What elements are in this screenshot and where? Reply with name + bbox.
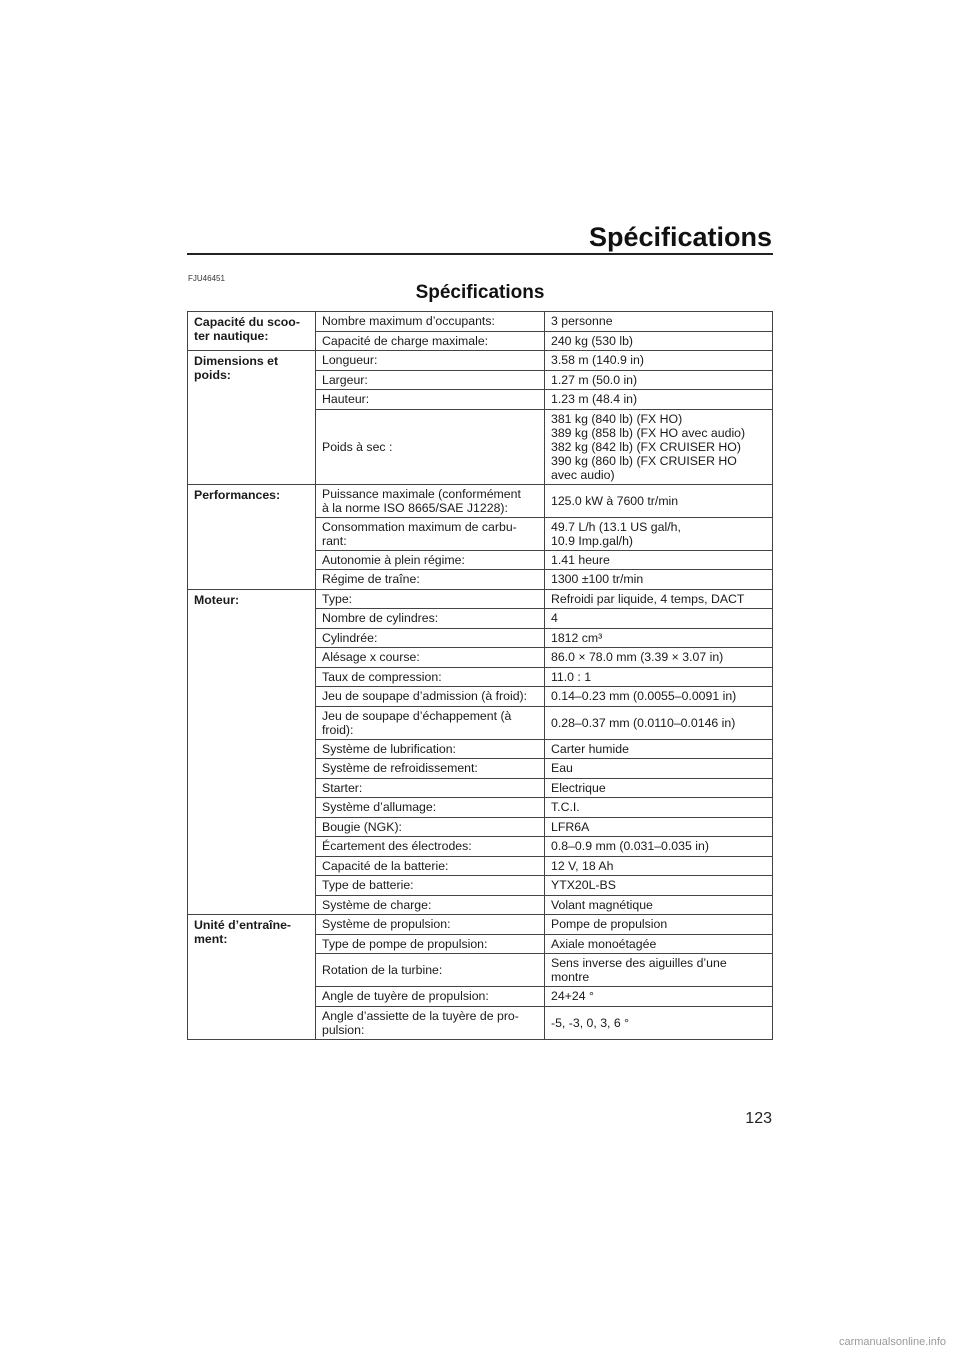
spec-label: Capacité de charge maximale: <box>316 331 545 351</box>
spec-value: 0.28–0.37 mm (0.0110–0.0146 in) <box>545 706 773 739</box>
watermark[interactable]: carmanualsonline.info <box>838 1336 946 1348</box>
section-code: FJU46451 <box>188 274 225 283</box>
page-number: 123 <box>745 1110 772 1127</box>
spec-label: Jeu de soupape d’échappement (à froid): <box>316 706 545 739</box>
spec-value: 3 personne <box>545 312 773 332</box>
spec-label: Angle de tuyère de propulsion: <box>316 987 545 1007</box>
spec-value: 1.23 m (48.4 in) <box>545 390 773 410</box>
spec-value: 49.7 L/h (13.1 US gal/h, 10.9 Imp.gal/h) <box>545 517 773 550</box>
spec-label: Largeur: <box>316 370 545 390</box>
spec-value: LFR6A <box>545 817 773 837</box>
spec-value: Sens inverse des aiguilles d’une montre <box>545 954 773 987</box>
spec-value: Axiale monoétagée <box>545 934 773 954</box>
spec-label: Starter: <box>316 778 545 798</box>
spec-value: YTX20L-BS <box>545 876 773 896</box>
spec-label: Jeu de soupape d’admission (à froid): <box>316 687 545 707</box>
spec-value: T.C.I. <box>545 798 773 818</box>
spec-category: Moteur: <box>188 589 316 915</box>
spec-row <box>188 351 773 371</box>
spec-label: Nombre de cylindres: <box>316 609 545 629</box>
spec-value: 1812 cm³ <box>545 628 773 648</box>
spec-row <box>188 312 773 332</box>
spec-label: Longueur: <box>316 351 545 371</box>
spec-value: Electrique <box>545 778 773 798</box>
spec-value: 0.14–0.23 mm (0.0055–0.0091 in) <box>545 687 773 707</box>
spec-label: Type de batterie: <box>316 876 545 896</box>
spec-value: 11.0 : 1 <box>545 667 773 687</box>
header-rule <box>187 253 773 255</box>
spec-value: 1.41 heure <box>545 550 773 570</box>
spec-label: Poids à sec : <box>316 409 545 484</box>
spec-label: Nombre maximum d’occupants: <box>316 312 545 332</box>
spec-label: Hauteur: <box>316 390 545 410</box>
spec-label: Système de lubrification: <box>316 739 545 759</box>
spec-label: Autonomie à plein régime: <box>316 550 545 570</box>
spec-value: 381 kg (840 lb) (FX HO) 389 kg (858 lb) (FX HO avec audio) 382 kg (842 lb) (FX CRUISER HO) 390 kg (860 lb) (FX CRUISER HO avec audio) <box>545 409 773 484</box>
spec-value: 3.58 m (140.9 in) <box>545 351 773 371</box>
page-header-title: Spécifications <box>588 222 772 252</box>
spec-category: Unité d’entraîne- ment: <box>188 915 316 1040</box>
spec-value: Refroidi par liquide, 4 temps, DACT <box>545 589 773 609</box>
spec-label: Système de propulsion: <box>316 915 545 935</box>
spec-value: -5, -3, 0, 3, 6 ° <box>545 1006 773 1039</box>
spec-value: Eau <box>545 759 773 779</box>
spec-row <box>188 915 773 935</box>
spec-label: Cylindrée: <box>316 628 545 648</box>
spec-value: 125.0 kW à 7600 tr/min <box>545 484 773 517</box>
spec-value: 24+24 ° <box>545 987 773 1007</box>
spec-label: Rotation de la turbine: <box>316 954 545 987</box>
section-title: Spécifications <box>415 282 545 303</box>
spec-label: Taux de compression: <box>316 667 545 687</box>
spec-value: 1.27 m (50.0 in) <box>545 370 773 390</box>
spec-value: Volant magnétique <box>545 895 773 915</box>
spec-table <box>187 311 773 1040</box>
spec-label: Écartement des électrodes: <box>316 837 545 857</box>
spec-value: Pompe de propulsion <box>545 915 773 935</box>
spec-label: Régime de traîne: <box>316 570 545 590</box>
spec-label: Alésage x course: <box>316 648 545 668</box>
spec-row <box>188 484 773 517</box>
spec-label: Type de pompe de propulsion: <box>316 934 545 954</box>
spec-label: Type: <box>316 589 545 609</box>
spec-label: Angle d’assiette de la tuyère de pro- pulsion: <box>316 1006 545 1039</box>
spec-category: Dimensions et poids: <box>188 351 316 485</box>
spec-label: Système de refroidissement: <box>316 759 545 779</box>
spec-label: Puissance maximale (conformément à la norme ISO 8665/SAE J1228): <box>316 484 545 517</box>
spec-value: Carter humide <box>545 739 773 759</box>
spec-value: 12 V, 18 Ah <box>545 856 773 876</box>
spec-row <box>188 589 773 609</box>
spec-value: 4 <box>545 609 773 629</box>
spec-value: 1300 ±100 tr/min <box>545 570 773 590</box>
spec-label: Consommation maximum de carbu- rant: <box>316 517 545 550</box>
spec-value: 240 kg (530 lb) <box>545 331 773 351</box>
spec-category: Capacité du scoo- ter nautique: <box>188 312 316 351</box>
spec-category: Performances: <box>188 484 316 589</box>
spec-label: Capacité de la batterie: <box>316 856 545 876</box>
spec-value: 0.8–0.9 mm (0.031–0.035 in) <box>545 837 773 857</box>
spec-label: Bougie (NGK): <box>316 817 545 837</box>
spec-label: Système de charge: <box>316 895 545 915</box>
spec-label: Système d’allumage: <box>316 798 545 818</box>
spec-value: 86.0 × 78.0 mm (3.39 × 3.07 in) <box>545 648 773 668</box>
